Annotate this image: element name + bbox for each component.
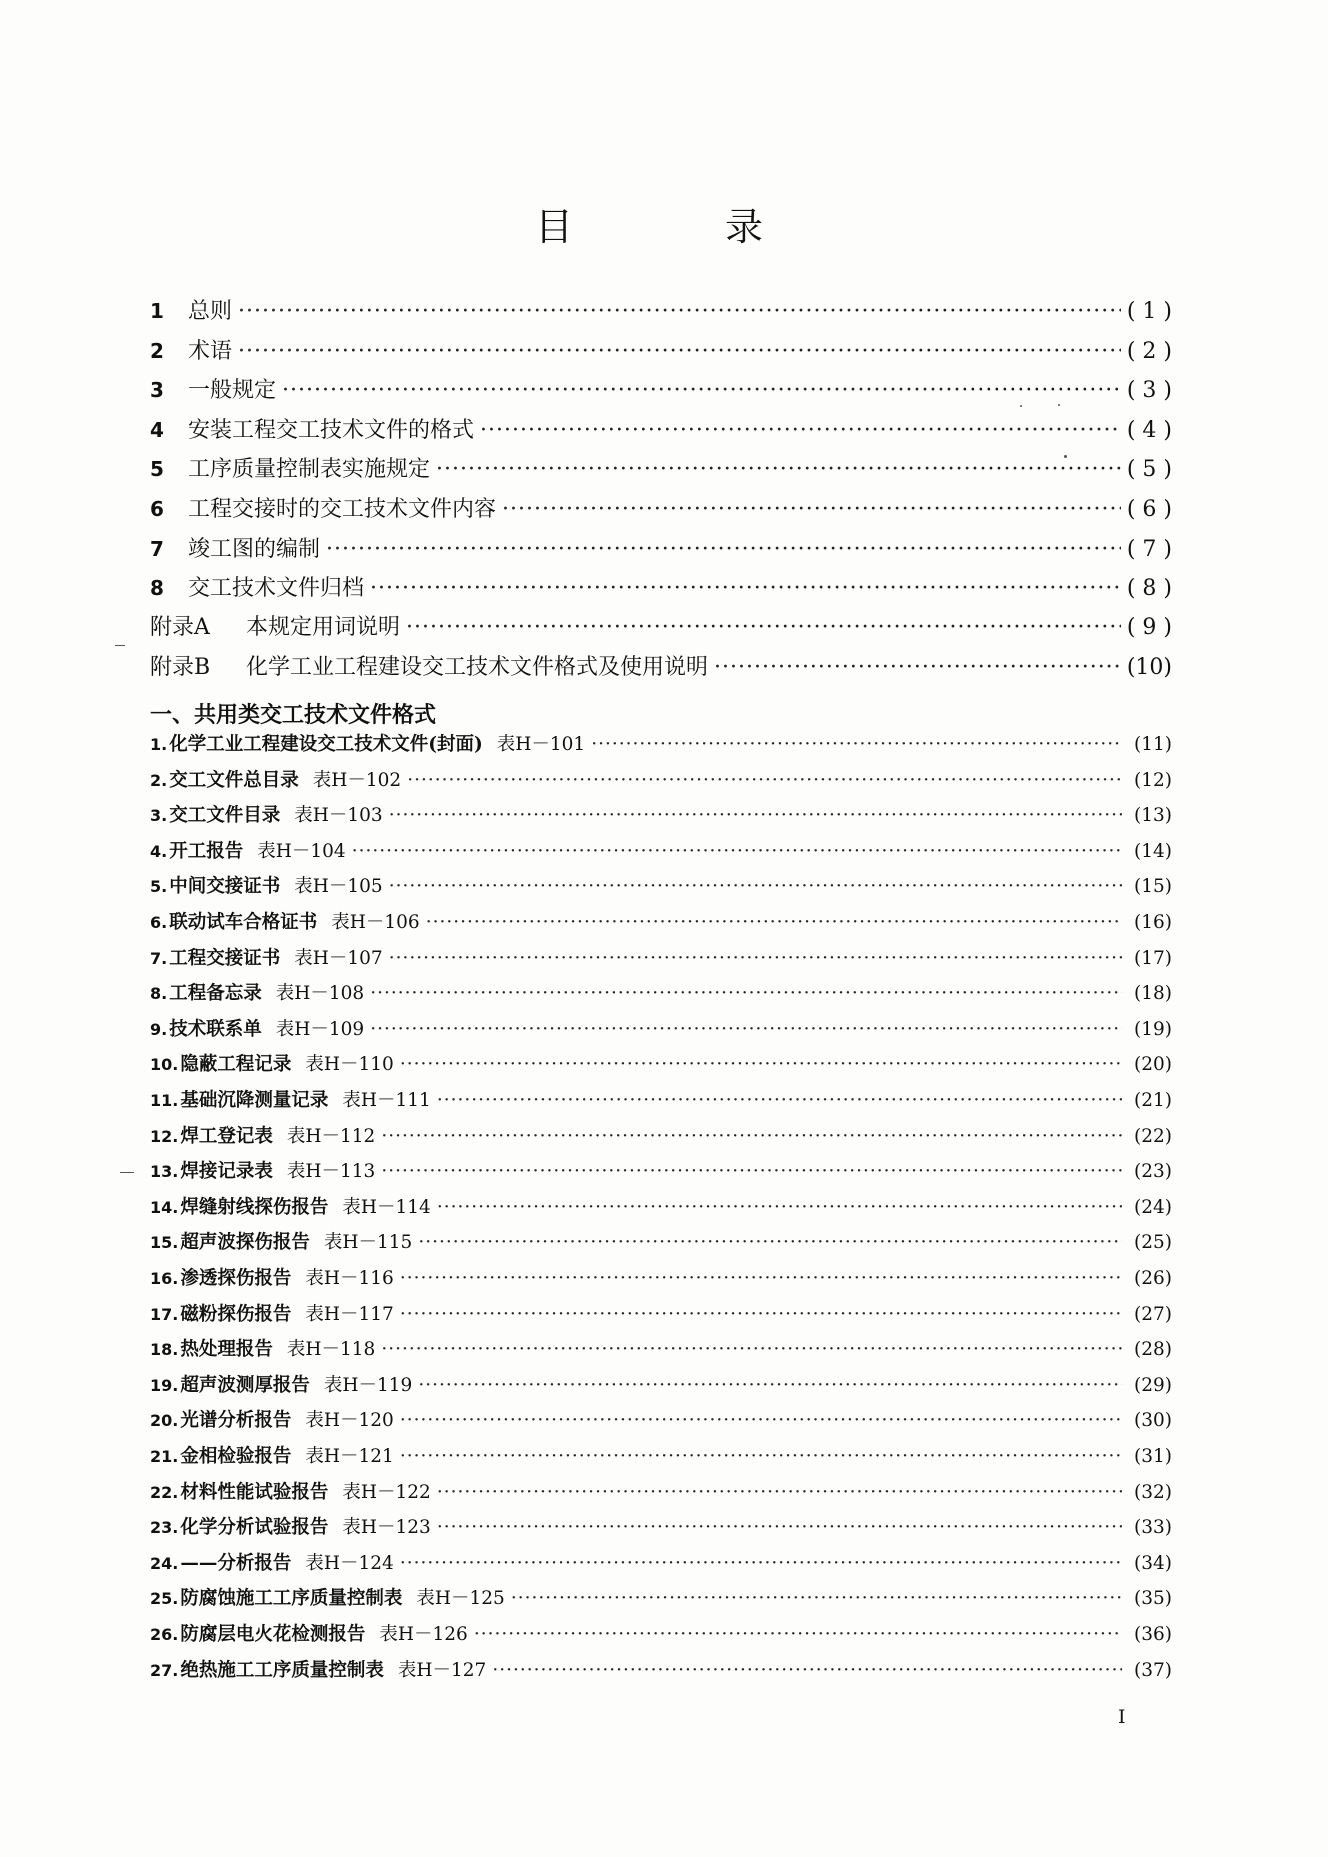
entry-number: 27.: [150, 1661, 179, 1680]
dot-leader: [370, 983, 1122, 1004]
entry-number: 3.: [150, 806, 168, 825]
entry-table-code: 表H－110: [305, 1054, 394, 1075]
toc-item-row: [150, 1086, 1172, 1112]
entry-page-number: (20): [1134, 1054, 1172, 1075]
entry-title: 技术联系单: [169, 1019, 262, 1040]
entry-page-number: ( 3 ): [1126, 378, 1172, 403]
toc-item-row: [150, 801, 1172, 827]
entry-table-code: 表H－115: [323, 1232, 413, 1253]
entry-title: ——分析报告: [180, 1553, 292, 1574]
scan-speck: [120, 1172, 134, 1173]
dot-leader: [370, 576, 1121, 601]
entry-page-number: (36): [1134, 1624, 1172, 1645]
entry-number: 12.: [150, 1127, 179, 1146]
entry-table-code: 表H－111: [342, 1090, 431, 1111]
dot-leader: [502, 497, 1121, 522]
entry-page-number: (28): [1134, 1339, 1172, 1360]
entry-page-number: (26): [1134, 1268, 1172, 1289]
dot-leader: [238, 299, 1121, 324]
entry-number: 20.: [150, 1411, 179, 1430]
entry-table-code: 表H－101: [496, 734, 586, 755]
entry-table-code: 表H－118: [286, 1339, 376, 1360]
dot-leader: [381, 1339, 1122, 1360]
entry-page-number: (37): [1134, 1660, 1172, 1681]
entry-number: 7.: [150, 949, 168, 968]
entry-page-number: (29): [1134, 1375, 1172, 1396]
dot-leader: [352, 841, 1122, 862]
toc-chapter-row: [150, 334, 1172, 365]
dot-leader: [474, 1624, 1122, 1645]
entry-table-code: 表H－114: [342, 1197, 431, 1218]
toc-item-row: [150, 1656, 1172, 1682]
entry-number: 10.: [150, 1055, 179, 1074]
entry-title: 工程备忘录: [169, 983, 262, 1004]
entry-number: 25.: [150, 1589, 179, 1608]
section-heading: 一、共用类交工技术文件格式: [150, 702, 437, 728]
toc-item-row: [150, 1264, 1172, 1290]
entry-page-number: (23): [1134, 1161, 1172, 1182]
toc-item-row: [150, 1015, 1172, 1041]
dot-leader: [418, 1232, 1122, 1253]
entry-title: 化学工业工程建设交工技术文件(封面): [169, 734, 483, 755]
entry-page-number: (12): [1134, 770, 1172, 791]
entry-title: 安装工程交工技术文件的格式: [188, 418, 475, 443]
entry-page-number: (27): [1134, 1304, 1172, 1325]
entry-page-number: ( 1 ): [1126, 299, 1172, 324]
dot-leader: [480, 418, 1121, 443]
toc-item-row: [150, 1549, 1172, 1575]
entry-page-number: (11): [1134, 734, 1172, 755]
entry-title: 联动试车合格证书: [169, 912, 318, 933]
entry-table-code: 表H－119: [323, 1375, 413, 1396]
entry-number: 附录B: [150, 655, 211, 680]
entry-number: 21.: [150, 1447, 179, 1466]
entry-page-number: ( 4 ): [1126, 418, 1172, 443]
entry-page-number: (35): [1134, 1588, 1172, 1609]
entry-title: 开工报告: [169, 841, 244, 862]
dot-leader: [389, 805, 1122, 826]
entry-number: 4.: [150, 842, 168, 861]
dot-leader: [406, 615, 1121, 640]
entry-table-code: 表H－107: [294, 948, 383, 969]
entry-title: 光谱分析报告: [180, 1410, 292, 1431]
entry-page-number: ( 9 ): [1126, 615, 1172, 640]
toc-item-row: [150, 979, 1172, 1005]
entry-number: 9.: [150, 1020, 168, 1039]
entry-table-code: 表H－124: [305, 1553, 394, 1574]
dot-leader: [381, 1161, 1122, 1182]
dot-leader: [400, 1304, 1122, 1325]
dot-leader: [418, 1375, 1122, 1396]
entry-title: 焊工登记表: [180, 1126, 273, 1147]
entry-number: 6.: [150, 913, 168, 932]
entry-number: 13.: [150, 1162, 179, 1181]
dot-leader: [282, 378, 1121, 403]
entry-title: 热处理报告: [180, 1339, 273, 1360]
entry-table-code: 表H－126: [379, 1624, 468, 1645]
scan-speck: [1058, 404, 1060, 406]
toc-item-row: [150, 1513, 1172, 1539]
entry-page-number: (10): [1126, 655, 1172, 680]
dot-leader: [389, 876, 1122, 897]
page-number: I: [1118, 1706, 1126, 1728]
entry-table-code: 表H－127: [397, 1660, 487, 1681]
entry-number: 24.: [150, 1554, 179, 1573]
entry-table-code: 表H－103: [294, 805, 383, 826]
entry-page-number: ( 6 ): [1126, 497, 1172, 522]
entry-number: 8.: [150, 984, 168, 1003]
entry-title: 交工文件目录: [169, 805, 281, 826]
entry-title: 工程交接时的交工技术文件内容: [188, 497, 497, 522]
entry-title: 基础沉降测量记录: [180, 1090, 329, 1111]
entry-table-code: 表H－121: [305, 1446, 394, 1467]
entry-title: 超声波探伤报告: [180, 1232, 310, 1253]
entry-number: 1: [150, 299, 164, 323]
dot-leader: [591, 734, 1122, 755]
entry-number: 4: [150, 418, 164, 442]
dot-leader: [407, 770, 1122, 791]
dot-leader: [426, 912, 1122, 933]
entry-title: 工程交接证书: [169, 948, 281, 969]
entry-page-number: (16): [1134, 912, 1172, 933]
entry-title: 本规定用词说明: [246, 615, 401, 640]
toc-chapter-row: [150, 532, 1172, 563]
entry-number: 3: [150, 378, 164, 402]
entry-title: 交工文件总目录: [169, 770, 299, 791]
toc-chapter-row: [150, 452, 1172, 483]
entry-number: 5.: [150, 877, 168, 896]
entry-title: 焊接记录表: [180, 1161, 273, 1182]
entry-page-number: (22): [1134, 1126, 1172, 1147]
dot-leader: [437, 1482, 1122, 1503]
entry-title: 材料性能试验报告: [180, 1482, 329, 1503]
toc-item-row: [150, 1193, 1172, 1219]
toc-item-row: [150, 1050, 1172, 1076]
entry-title: 隐蔽工程记录: [180, 1054, 292, 1075]
entry-page-number: (14): [1134, 841, 1172, 862]
dot-leader: [400, 1553, 1122, 1574]
entry-page-number: (17): [1134, 948, 1172, 969]
entry-page-number: (34): [1134, 1553, 1172, 1574]
entry-title: 化学工业工程建设交工技术文件格式及使用说明: [246, 655, 709, 680]
toc-item-row: [150, 766, 1172, 792]
toc-chapter-row: [150, 492, 1172, 523]
entry-title: 渗透探伤报告: [180, 1268, 292, 1289]
entry-number: 7: [150, 537, 164, 561]
entry-page-number: ( 5 ): [1126, 457, 1172, 482]
entry-title: 防腐层电火花检测报告: [180, 1624, 366, 1645]
entry-title: 竣工图的编制: [188, 537, 321, 562]
scan-speck: [1064, 455, 1067, 458]
entry-title: 一般规定: [188, 378, 277, 403]
entry-page-number: (33): [1134, 1517, 1172, 1538]
entry-number: 2.: [150, 771, 168, 790]
entry-table-code: 表H－125: [416, 1588, 505, 1609]
entry-number: 2: [150, 339, 164, 363]
entry-number: 26.: [150, 1625, 179, 1644]
toc-item-row: [150, 1371, 1172, 1397]
toc-item-row: [150, 1406, 1172, 1432]
entry-number: 5: [150, 457, 164, 481]
entry-table-code: 表H－106: [331, 912, 420, 933]
entry-title: 总则: [188, 299, 233, 324]
entry-number: 6: [150, 497, 164, 521]
toc-chapter-row: [150, 373, 1172, 404]
toc-item-row: [150, 944, 1172, 970]
entry-table-code: 表H－105: [294, 876, 383, 897]
dot-leader: [437, 1517, 1122, 1538]
dot-leader: [381, 1126, 1122, 1147]
toc-item-row: [150, 1157, 1172, 1183]
entry-number: 16.: [150, 1269, 179, 1288]
entry-number: 14.: [150, 1198, 179, 1217]
toc-item-row: [150, 1300, 1172, 1326]
entry-title: 焊缝射线探伤报告: [180, 1197, 329, 1218]
dot-leader: [400, 1268, 1122, 1289]
entry-table-code: 表H－109: [275, 1019, 365, 1040]
entry-title: 超声波测厚报告: [180, 1375, 310, 1396]
entry-title: 绝热施工工序质量控制表: [180, 1660, 384, 1681]
dot-leader: [400, 1410, 1122, 1431]
entry-page-number: (32): [1134, 1482, 1172, 1503]
scan-speck: [1020, 405, 1022, 407]
dot-leader: [326, 537, 1121, 562]
dot-leader: [511, 1588, 1122, 1609]
toc-item-row: [150, 837, 1172, 863]
entry-table-code: 表H－113: [286, 1161, 376, 1182]
entry-table-code: 表H－112: [286, 1126, 376, 1147]
entry-number: 18.: [150, 1340, 179, 1359]
toc-item-row: [150, 1478, 1172, 1504]
toc-item-row: [150, 1335, 1172, 1361]
entry-title: 工序质量控制表实施规定: [188, 457, 431, 482]
toc-appendix-row: [150, 650, 1172, 681]
entry-page-number: ( 2 ): [1126, 339, 1172, 364]
entry-number: 15.: [150, 1233, 179, 1252]
dot-leader: [389, 948, 1122, 969]
entry-page-number: ( 7 ): [1126, 537, 1172, 562]
entry-number: 22.: [150, 1483, 179, 1502]
entry-page-number: (13): [1134, 805, 1172, 826]
toc-item-row: [150, 872, 1172, 898]
entry-table-code: 表H－104: [257, 841, 346, 862]
entry-title: 中间交接证书: [169, 876, 281, 897]
toc-appendix-row: [150, 610, 1172, 641]
toc-item-row: [150, 1584, 1172, 1610]
entry-number: 8: [150, 576, 164, 600]
dot-leader: [400, 1446, 1122, 1467]
entry-page-number: (15): [1134, 876, 1172, 897]
entry-title: 术语: [188, 339, 233, 364]
entry-table-code: 表H－122: [342, 1482, 431, 1503]
entry-page-number: (19): [1134, 1019, 1172, 1040]
entry-table-code: 表H－120: [305, 1410, 394, 1431]
dot-leader: [238, 339, 1121, 364]
dot-leader: [714, 655, 1121, 680]
entry-title: 防腐蚀施工工序质量控制表: [180, 1588, 403, 1609]
entry-title: 化学分析试验报告: [180, 1517, 329, 1538]
entry-table-code: 表H－123: [342, 1517, 431, 1538]
page-title: 目 录: [534, 205, 834, 249]
entry-number: 17.: [150, 1305, 179, 1324]
toc-item-row: [150, 1228, 1172, 1254]
dot-leader: [370, 1019, 1122, 1040]
dot-leader: [436, 457, 1121, 482]
toc-chapter-row: [150, 294, 1172, 325]
toc-chapter-row: [150, 571, 1172, 602]
toc-item-row: [150, 908, 1172, 934]
entry-table-code: 表H－117: [305, 1304, 394, 1325]
entry-page-number: (18): [1134, 983, 1172, 1004]
scan-speck: [115, 645, 125, 646]
toc-item-row: [150, 1122, 1172, 1148]
dot-leader: [437, 1090, 1122, 1111]
entry-number: 23.: [150, 1518, 179, 1537]
entry-page-number: (31): [1134, 1446, 1172, 1467]
entry-page-number: (21): [1134, 1090, 1172, 1111]
entry-number: 11.: [150, 1091, 179, 1110]
entry-table-code: 表H－102: [312, 770, 402, 791]
entry-page-number: (24): [1134, 1197, 1172, 1218]
toc-item-row: [150, 730, 1172, 756]
toc-item-row: [150, 1442, 1172, 1468]
entry-table-code: 表H－116: [305, 1268, 394, 1289]
dot-leader: [492, 1660, 1122, 1681]
entry-number: 附录A: [150, 615, 210, 640]
entry-page-number: ( 8 ): [1126, 576, 1172, 601]
entry-title: 交工技术文件归档: [188, 576, 365, 601]
entry-page-number: (30): [1134, 1410, 1172, 1431]
entry-number: 19.: [150, 1376, 179, 1395]
dot-leader: [437, 1197, 1122, 1218]
entry-table-code: 表H－108: [275, 983, 365, 1004]
entry-number: 1.: [150, 735, 168, 754]
entry-page-number: (25): [1134, 1232, 1172, 1253]
toc-item-row: [150, 1620, 1172, 1646]
entry-title: 金相检验报告: [180, 1446, 292, 1467]
toc-chapter-row: [150, 413, 1172, 444]
entry-title: 磁粉探伤报告: [180, 1304, 292, 1325]
dot-leader: [400, 1054, 1122, 1075]
